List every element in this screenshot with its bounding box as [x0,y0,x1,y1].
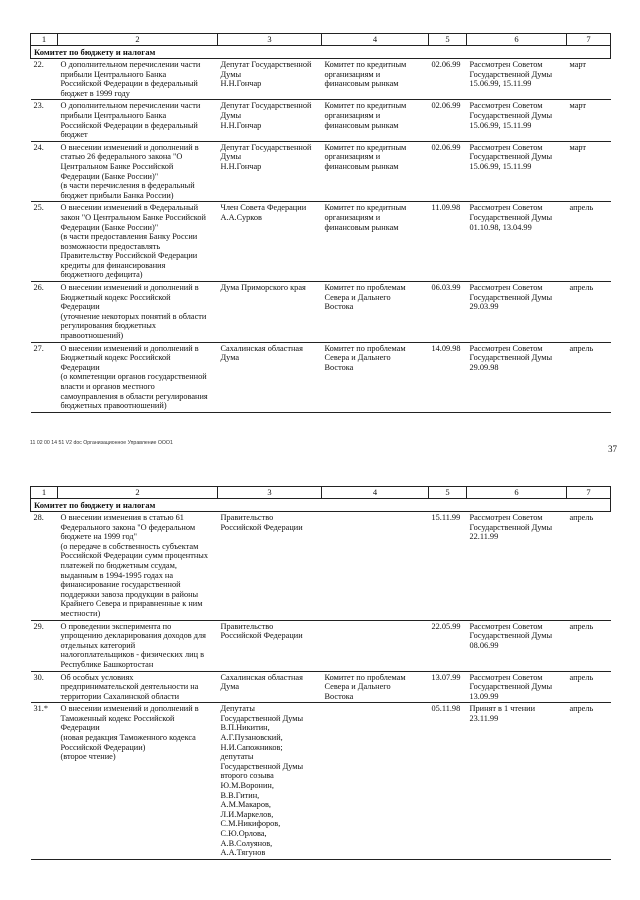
submission-date: 13.07.99 [429,671,467,703]
planned-month: апрель [567,512,611,621]
review-status-line: Государственной Думы [469,631,553,641]
initiator-line: В.П.Никитин, [220,723,270,733]
submission-date: 06.03.99 [429,282,467,343]
initiator-line: Думы [220,152,242,162]
bill-title-line: Российской Федерации в федеральный [60,120,198,130]
initiator-line: Ю.М.Воронин, [220,781,274,791]
bill-title-line: Крайнего Севера и приравненные к ним [60,599,203,609]
review-status [467,59,567,100]
planned-month: март [567,141,611,202]
bill-title-line: выданным в 1994-1995 годах на [60,570,174,580]
responsible-committee-line: организациям и [324,110,381,120]
review-status-line: Государственной Думы [469,522,553,532]
section-header-row [31,499,611,512]
review-status [467,342,567,412]
bill-title [58,512,218,621]
table-row [31,100,611,141]
bill-title-line: Федерации (Банке России)" [60,222,159,232]
responsible-committee-line: Востока [324,362,354,372]
bill-title-line: О внесении изменения в статью 61 [60,513,184,522]
bill-title-line: бюджет прибыли Банка России) [60,190,174,200]
review-status-line: Рассмотрен Советом [469,621,543,631]
bill-title-line: Бюджетный кодекс Российской [60,353,171,363]
bill-title-line: О внесении изменений и дополнений в [60,704,199,714]
initiator-line: А.А.Сурков [220,212,262,222]
initiator-line: Н.Н.Гончар [220,161,262,171]
bill-title-line: Бюджетный кодекс Российской [60,292,171,302]
responsible-committee-line: Севера и Дальнего [324,353,391,363]
column-number: 6 [467,34,567,46]
table-row [31,282,611,343]
bill-title-line: финансирование государственной [60,580,181,590]
document-footer-note: 11 02 00 14 51 V2 doc Организационное Управление ООО1 [30,440,173,446]
responsible-committee-line: Комитет по кредитным [324,142,407,152]
initiator-line: Государственной Думы [220,761,304,771]
planned-month: апрель [567,282,611,343]
table-row [31,202,611,282]
initiator-line: Депутаты [220,704,255,714]
bill-number: 27. [31,342,58,412]
column-number: 3 [218,487,322,499]
review-status-line: Рассмотрен Советом [469,203,543,213]
bill-title-line: О внесении изменений и дополнений в [60,283,199,293]
bill-title-line: Федерации [60,302,100,312]
responsible-committee-line: Севера и Дальнего [324,292,391,302]
review-status [467,703,567,860]
review-status-line: 15.06.99, 15.11.99 [469,79,532,89]
page-37-table-block [30,33,610,413]
responsible-committee-line: финансовым рынкам [324,161,399,171]
bill-title-line: бюджетного дефицита) [60,270,143,280]
review-status-line: 13.09.99 [469,691,499,701]
bill-number: 29. [31,620,58,671]
bill-number: 28. [31,512,58,621]
section-title: Комитет по бюджету и налогам [31,499,611,512]
bill-title-line: Федерального закона "О федеральном [60,522,196,532]
responsible-committee-line: Востока [324,691,354,701]
bill-title-line: (о передаче в собственность субъектам [60,541,199,551]
column-number: 4 [322,487,429,499]
initiator-line: второго созыва [220,771,274,781]
responsible-committee [322,671,429,703]
initiator-line: Российской Федерации [220,631,303,641]
bill-title-line: бюджет в 1999 году [60,88,130,98]
bill-title-line: (в части перечисления в федеральный [60,181,195,191]
bill-title [58,141,218,202]
initiator [218,671,322,703]
initiator-line: С.Ю.Орлова, [220,829,267,838]
responsible-committee [322,703,429,860]
review-status-line: Рассмотрен Советом [469,101,543,111]
bill-title-line: Российской Федерации сумм процентных [60,551,208,561]
bill-title-line: Центральном Банке Российской [60,161,174,171]
review-status-line: 08.06.99 [469,640,499,650]
initiator-line: Дума [220,353,240,363]
initiator-line: Дума Приморского края [220,283,306,293]
column-number: 7 [567,34,611,46]
bills-table-page-38 [30,486,611,860]
review-status-line: Рассмотрен Советом [469,513,543,522]
review-status-line: 01.10.98, 13.04.99 [469,222,532,232]
bill-title-line: Об особых условиях [60,672,134,682]
bill-title-line: (второе чтение) [60,752,116,762]
responsible-committee-line: Востока [324,302,354,312]
submission-date: 11.09.98 [429,202,467,282]
bill-title-line: правоотношений) [60,331,124,341]
initiator-line: Н.И.Сапожников; [220,742,283,752]
responsible-committee-line: Комитет по кредитным [324,101,407,111]
bill-title-line: территории Сахалинской области [60,691,180,701]
review-status-line: Принят в 1 чтении [469,704,536,714]
bill-number: 24. [31,141,58,202]
review-status [467,141,567,202]
responsible-committee-line: организациям и [324,152,381,162]
bill-title-line: (о компетенции органов государственной [60,372,207,382]
review-status-line: Государственной Думы [469,682,553,692]
initiator [218,512,322,621]
bill-title-line: бюджетных правоотношений) [60,401,167,411]
responsible-committee-line: финансовым рынкам [324,222,399,232]
column-number: 5 [429,487,467,499]
submission-date: 15.11.99 [429,512,467,621]
responsible-committee-line: Комитет по проблемам [324,283,406,293]
planned-month: апрель [567,342,611,412]
initiator [218,342,322,412]
submission-date: 05.11.98 [429,703,467,860]
initiator [218,620,322,671]
bill-title [58,100,218,141]
review-status-line: Рассмотрен Советом [469,142,543,152]
column-number: 2 [58,487,218,499]
review-status [467,100,567,141]
responsible-committee-line: финансовым рынкам [324,120,399,130]
bill-title-line: О проведении эксперимента по [60,621,172,631]
bill-title-line: регулирования бюджетных [60,321,156,331]
review-status [467,671,567,703]
bill-title-line: О дополнительном перечислении части [60,60,201,69]
bill-title-line: Федерации (Банке России)" [60,171,159,181]
bill-number: 26. [31,282,58,343]
bill-number: 22. [31,59,58,100]
responsible-committee-line: Комитет по кредитным [324,60,407,69]
review-status-line: Рассмотрен Советом [469,283,543,293]
table-row [31,671,611,703]
initiator-line: Н.Н.Гончар [220,79,262,89]
bill-title-line: Федерации [60,362,100,372]
review-status-line: Государственной Думы [469,152,553,162]
bill-title-line: самоуправления в области регулирования [60,391,208,401]
initiator-line: А.В.Солуянов, [220,838,273,848]
planned-month: апрель [567,620,611,671]
bill-title-line: (в части предоставления Банку России [60,232,198,242]
bill-title-line: бюджете на 1999 год" [60,532,137,542]
initiator-line: Член Совета Федерации [220,203,307,213]
initiator-line: Сахалинская областная [220,343,303,353]
bill-title-line: бюджет [60,130,88,140]
review-status-line: Государственной Думы [469,110,553,120]
responsible-committee [322,202,429,282]
table-row [31,141,611,202]
planned-month: апрель [567,703,611,860]
review-status-line: 23.11.99 [469,713,499,723]
bill-title-line: (уточнение некоторых понятий в области [60,311,207,321]
initiator-line: Государственной Думы [220,713,304,723]
bill-title-line: возможности предоставлять [60,241,161,251]
bill-title [58,282,218,343]
responsible-committee [322,620,429,671]
initiator-line: Сахалинская областная [220,672,303,682]
table-row [31,59,611,100]
column-number: 5 [429,34,467,46]
initiator-line: Правительство [220,621,274,631]
initiator-line: Правительство [220,513,274,522]
initiator-line: депутаты [220,752,254,762]
review-status-line: Рассмотрен Советом [469,343,543,353]
bill-title-line: О дополнительном перечислении части [60,101,201,111]
initiator-line: Депутат Государственной [220,101,312,111]
bill-title-line: прибыли Центрального Банка [60,110,167,120]
bill-title-line: Таможенный кодекс Российской [60,713,175,723]
bill-title-line: статью 26 федерального закона "О [60,152,183,162]
column-number: 1 [31,487,58,499]
review-status [467,512,567,621]
initiator-line: Н.Н.Гончар [220,120,262,130]
responsible-committee-line: Комитет по проблемам [324,672,406,682]
responsible-committee-line: организациям и [324,212,381,222]
bill-title [58,342,218,412]
initiator-line: А.А.Тягунов [220,848,266,858]
submission-date: 14.09.98 [429,342,467,412]
bill-number: 23. [31,100,58,141]
review-status-line: Рассмотрен Советом [469,60,543,69]
bill-number: 31.* [31,703,58,860]
bill-title-line: платежей по бюджетным ссудам, [60,560,177,570]
bill-title-line: власти и органов местного [60,382,155,391]
column-number: 3 [218,34,322,46]
responsible-committee [322,59,429,100]
responsible-committee-line: организациям и [324,69,381,79]
bill-title-line: отдельных категорий [60,640,136,650]
initiator-line: Депутат Государственной [220,60,312,69]
review-status-line: Государственной Думы [469,69,553,79]
table-row [31,620,611,671]
bill-title-line: кредиты для финансирования [60,260,166,270]
bill-title-line: местности) [60,608,101,618]
initiator-line: Л.И.Маркелов, [220,809,274,819]
responsible-committee [322,100,429,141]
initiator-line: С.М.Никифоров, [220,819,281,829]
responsible-committee-line: Севера и Дальнего [324,682,391,692]
responsible-committee [322,342,429,412]
initiator [218,59,322,100]
initiator-line: Дума [220,682,240,692]
initiator-line: Думы [220,69,242,79]
bills-table-page-37 [30,33,611,413]
bill-title-line: Правительству Российской Федерации [60,251,198,261]
responsible-committee [322,282,429,343]
review-status-line: Государственной Думы [469,212,553,222]
column-number: 1 [31,34,58,46]
planned-month: март [567,100,611,141]
initiator [218,141,322,202]
bill-title-line: упрощению декларирования доходов для [60,631,206,641]
bill-title-line: Российской Федерации) [60,742,146,752]
submission-date: 02.06.99 [429,141,467,202]
column-number: 2 [58,34,218,46]
bill-title [58,59,218,100]
bill-title-line: предпринимательской деятельности на [60,682,199,692]
bill-title-line: Республике Башкортостан [60,659,154,669]
planned-month: март [567,59,611,100]
bill-title-line: О внесении изменений и дополнений в [60,142,199,152]
review-status [467,620,567,671]
review-status [467,202,567,282]
initiator-line: А.Г.Пузановский, [220,733,283,743]
initiator-line: А.М.Макаров, [220,800,271,810]
review-status-line: 29.09.98 [469,362,499,372]
initiator [218,202,322,282]
bill-title [58,202,218,282]
column-number-row [31,487,611,499]
planned-month: апрель [567,202,611,282]
bill-title-line: О внесении изменений и дополнений в [60,343,199,353]
column-number: 4 [322,34,429,46]
review-status-line: 29.03.99 [469,302,499,312]
section-header-row [31,46,611,59]
page-38-table-block [30,486,610,860]
review-status [467,282,567,343]
submission-date: 22.05.99 [429,620,467,671]
table-row [31,703,611,860]
table-row [31,342,611,412]
bill-title-line: закон "О Центральном Банке Российской [60,212,206,222]
bill-title-line: Федерации [60,723,100,733]
initiator-line: Депутат Государственной [220,142,312,152]
submission-date: 02.06.99 [429,100,467,141]
review-status-line: Рассмотрен Советом [469,672,543,682]
review-status-line: 15.06.99, 15.11.99 [469,161,532,171]
review-status-line: 15.06.99, 15.11.99 [469,120,532,130]
bill-title-line: О внесении изменений в Федеральный [60,203,199,213]
initiator-line: В.В.Гитин, [220,790,260,800]
bill-title-line: прибыли Центрального Банка [60,69,167,79]
page-number: 37 [608,444,617,454]
column-number-row [31,34,611,46]
bill-title-line: налогоплательщиков - физических лиц в [60,650,205,660]
column-number: 7 [567,487,611,499]
bill-title-line: поддержки завоза продукции в районы [60,589,199,599]
review-status-line: Государственной Думы [469,353,553,363]
bill-title [58,620,218,671]
review-status-line: Государственной Думы [469,292,553,302]
submission-date: 02.06.99 [429,59,467,100]
responsible-committee [322,141,429,202]
initiator [218,282,322,343]
bill-title-line: Российской Федерации в федеральный [60,79,198,89]
column-number: 6 [467,487,567,499]
review-status-line: 22.11.99 [469,532,499,542]
bill-number: 25. [31,202,58,282]
responsible-committee-line: Комитет по проблемам [324,343,406,353]
bill-title [58,671,218,703]
initiator [218,703,322,860]
bill-title [58,703,218,860]
bill-number: 30. [31,671,58,703]
responsible-committee-line: Комитет по кредитным [324,203,407,213]
section-title: Комитет по бюджету и налогам [31,46,611,59]
initiator-line: Российской Федерации [220,522,303,532]
table-row [31,512,611,621]
planned-month: апрель [567,671,611,703]
bill-title-line: (новая редакция Таможенного кодекса [60,733,196,743]
initiator [218,100,322,141]
responsible-committee-line: финансовым рынкам [324,79,399,89]
responsible-committee [322,512,429,621]
initiator-line: Думы [220,110,242,120]
